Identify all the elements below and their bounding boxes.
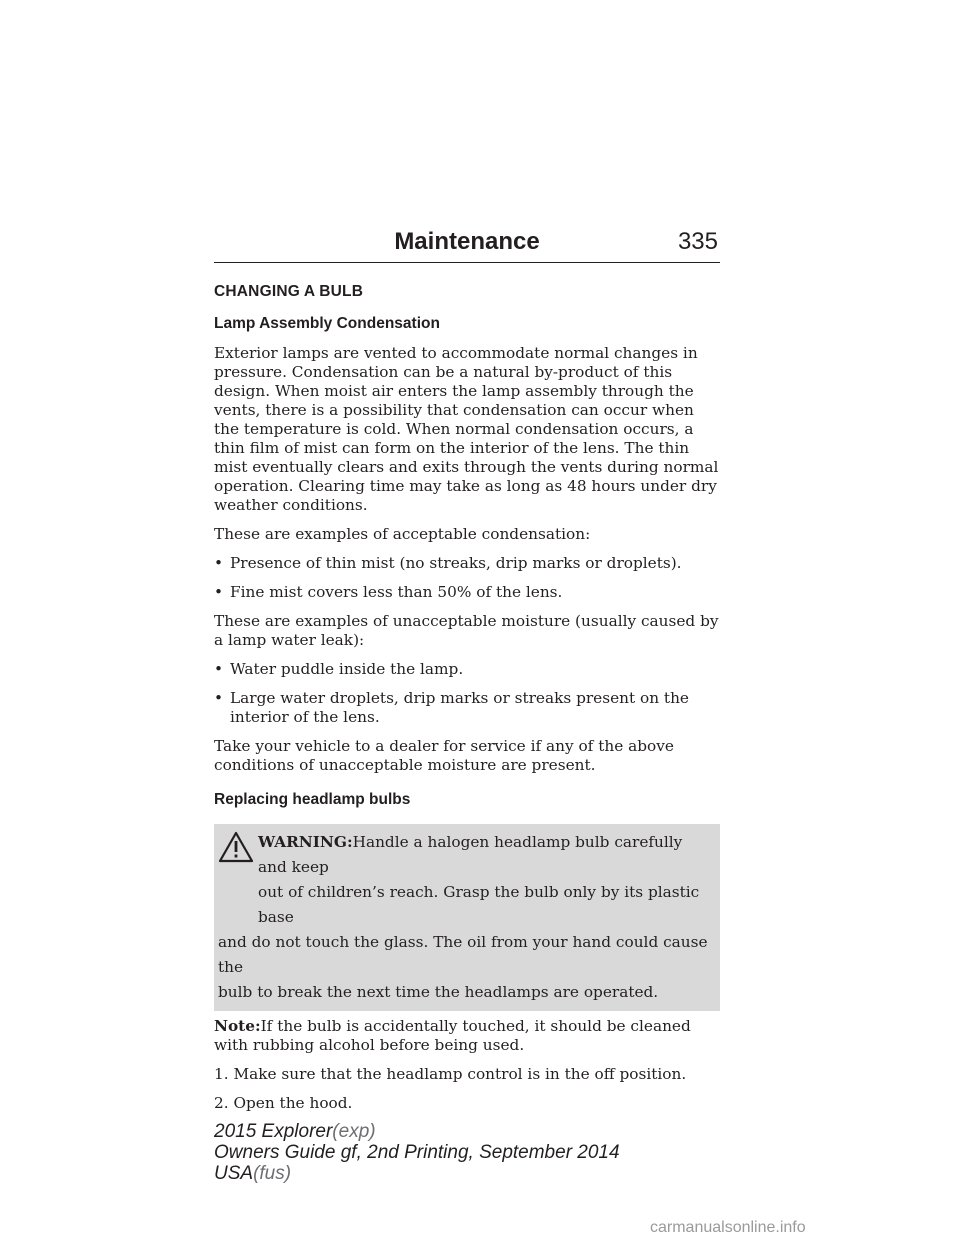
bullet-dot: • [214,660,224,678]
footer-market: USA [214,1163,254,1184]
document-footer [214,1121,620,1184]
list-item [214,689,720,727]
footer-model: 2015 Explorer [214,1121,333,1142]
list-item-text: Fine mist covers less than 50% of the lens. [230,583,563,601]
step-1: 1. Make sure that the headlamp control is in the off position. [214,1065,687,1083]
subsection-heading-condensation: Lamp Assembly Condensation [214,315,440,332]
list-item [214,583,720,602]
bullet-dot: • [214,583,224,601]
note-paragraph [214,1017,720,1055]
warning-line-1 [214,830,714,880]
list-item [214,554,720,573]
subsection-heading-headlamp: Replacing headlamp bulbs [214,791,411,808]
list-item-text: Presence of thin mist (no streaks, drip marks or droplets). [230,554,682,572]
chapter-title: Maintenance [394,228,540,255]
warning-label: WARNING: [258,833,353,851]
footer-model-code: (exp) [332,1121,376,1142]
footer-market-code: (fus) [253,1163,292,1184]
list-item-text: Large water droplets, drip marks or streaks present on the interior of the lens. [230,689,689,726]
warning-line-4: bulb to break the next time the headlamps are operated. [218,983,659,1001]
page-content [214,283,720,1123]
footer-line-3 [214,1163,620,1184]
condensation-paragraph: Exterior lamps are vented to accommodate normal changes in pressure. Condensation can be a natural by-product of this design. When moist air enters the lamp assembly through the vents, there is a possibility that condensation can occur when the temperature is cold. When normal condensation occurs, a thin film of mist can form on the interior of the lens. The thin mist eventually clears and exits through the vents during normal operation. Clearing time may take as long as 48 hours under dry weather conditions. [214,344,719,514]
section-title: CHANGING A BULB [214,283,364,300]
footer-line-1 [214,1121,620,1142]
bullet-dot: • [214,689,224,707]
warning-text: Handle a halogen headlamp bulb carefully and keep [258,833,683,876]
list-item [214,660,720,679]
warning-box [214,824,720,1011]
watermark: carmanualsonline.info [650,1219,806,1236]
warning-line-2: out of children’s reach. Grasp the bulb only by its plastic base [258,883,700,926]
acceptable-intro: These are examples of acceptable condensation: [214,525,591,543]
warning-triangle-icon [218,831,254,863]
note-text: If the bulb is accidentally touched, it should be cleaned with rubbing alcohol before being used. [214,1017,691,1054]
note-label: Note: [214,1017,261,1035]
list-item-text: Water puddle inside the lamp. [230,660,464,678]
page-header [214,226,720,263]
page-number: 335 [677,228,718,255]
warning-line-3: and do not touch the glass. The oil from your hand could cause the [218,933,708,976]
unacceptable-intro: These are examples of unacceptable moisture (usually caused by a lamp water leak): [214,612,719,649]
footer-line-2: Owners Guide gf, 2nd Printing, September 2014 [214,1142,620,1163]
bullet-dot: • [214,554,224,572]
closing-paragraph: Take your vehicle to a dealer for service if any of the above conditions of unacceptable moisture are present. [214,737,674,774]
step-2: 2. Open the hood. [214,1094,353,1112]
